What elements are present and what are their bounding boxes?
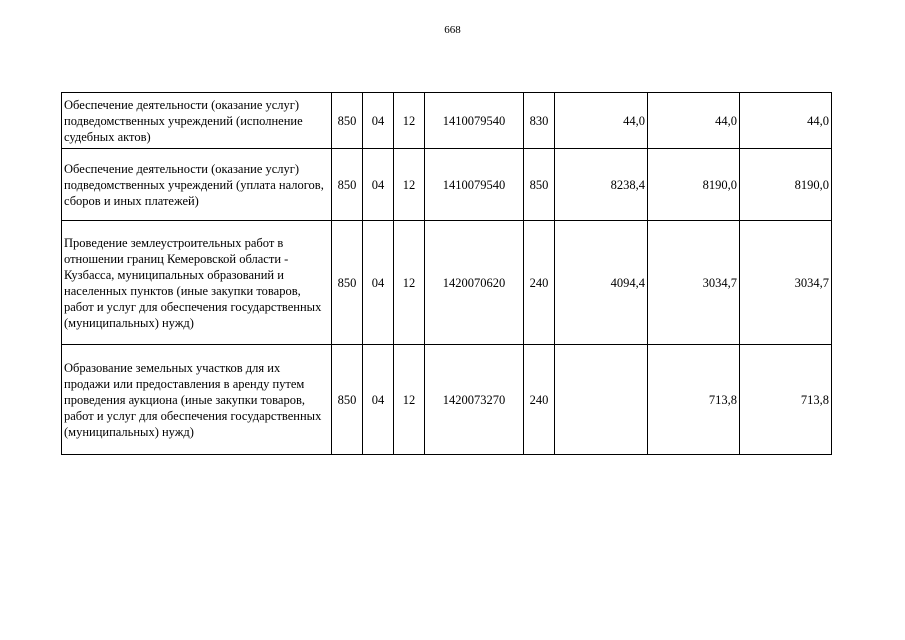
- subsection-code-cell: 12: [394, 345, 425, 455]
- table-row: [62, 149, 832, 221]
- amount-1-cell: 44,0: [555, 93, 648, 149]
- budget-table: [61, 92, 832, 455]
- amount-2-cell: 713,8: [648, 345, 740, 455]
- amount-2-cell: 8190,0: [648, 149, 740, 221]
- ministry-code-cell: 850: [332, 221, 363, 345]
- expense-name-cell: Обеспечение деятельности (оказание услуг) подведомственных учреждений (уплата налогов, сборов и иных платежей): [62, 149, 332, 221]
- section-code-cell: 04: [363, 221, 394, 345]
- target-article-cell: 1420073270: [425, 345, 524, 455]
- ministry-code-cell: 850: [332, 93, 363, 149]
- expense-type-cell: 240: [524, 345, 555, 455]
- expense-name-cell: Обеспечение деятельности (оказание услуг) подведомственных учреждений (исполнение судебных актов): [62, 93, 332, 149]
- amount-1-cell: [555, 345, 648, 455]
- amount-1-cell: 4094,4: [555, 221, 648, 345]
- section-code-cell: 04: [363, 93, 394, 149]
- page-number: 668: [444, 24, 461, 36]
- ministry-code-cell: 850: [332, 345, 363, 455]
- expense-name-cell: Проведение землеустроительных работ в отношении границ Кемеровской области - Кузбасса, муниципальных образований и населенных пунктов (иные закупки товаров, работ и услуг для обеспечения государственных (муниципальных) нужд): [62, 221, 332, 345]
- amount-2-cell: 44,0: [648, 93, 740, 149]
- amount-3-cell: 3034,7: [740, 221, 832, 345]
- subsection-code-cell: 12: [394, 149, 425, 221]
- target-article-cell: 1410079540: [425, 149, 524, 221]
- amount-1-cell: 8238,4: [555, 149, 648, 221]
- ministry-code-cell: 850: [332, 149, 363, 221]
- subsection-code-cell: 12: [394, 221, 425, 345]
- section-code-cell: 04: [363, 345, 394, 455]
- amount-2-cell: 3034,7: [648, 221, 740, 345]
- amount-3-cell: 8190,0: [740, 149, 832, 221]
- amount-3-cell: 44,0: [740, 93, 832, 149]
- target-article-cell: 1410079540: [425, 93, 524, 149]
- table-row: [62, 93, 832, 149]
- subsection-code-cell: 12: [394, 93, 425, 149]
- expense-type-cell: 830: [524, 93, 555, 149]
- table-row: [62, 221, 832, 345]
- amount-3-cell: 713,8: [740, 345, 832, 455]
- expense-type-cell: 850: [524, 149, 555, 221]
- section-code-cell: 04: [363, 149, 394, 221]
- target-article-cell: 1420070620: [425, 221, 524, 345]
- expense-name-cell: Образование земельных участков для их продажи или предоставления в аренду путем проведения аукциона (иные закупки товаров, работ и услуг для обеспечения государственных (муниципальных) нужд): [62, 345, 332, 455]
- table-row: [62, 345, 832, 455]
- expense-type-cell: 240: [524, 221, 555, 345]
